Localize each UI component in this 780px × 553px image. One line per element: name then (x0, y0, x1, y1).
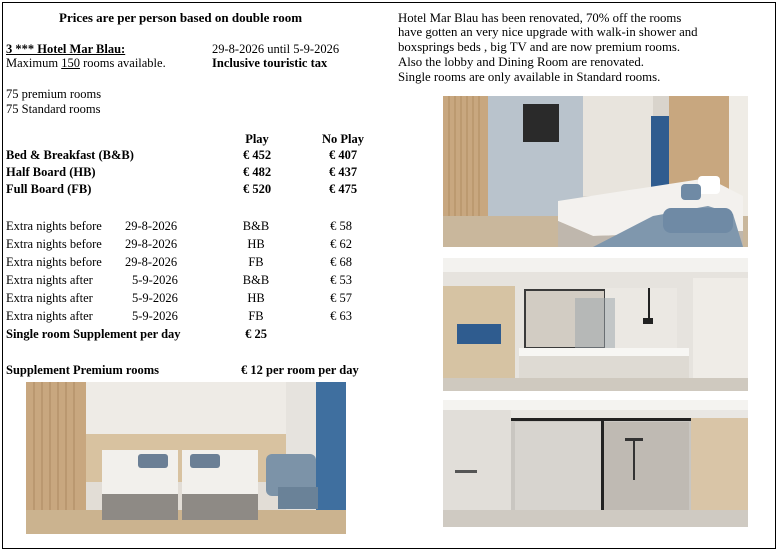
extra-price: € 68 (330, 255, 352, 269)
board-noplay: € 437 (328, 165, 358, 179)
description-line: have gotten an very nice upgrade with walk-in shower and (398, 25, 698, 39)
extra-date: 5-9-2026 (132, 273, 178, 287)
extra-type: B&B (242, 219, 270, 233)
extra-type: HB (247, 291, 265, 305)
board-noplay: € 475 (328, 182, 358, 196)
max-rooms-prefix: Maximum (6, 56, 62, 70)
extra-price: € 62 (330, 237, 352, 251)
extra-date: 5-9-2026 (132, 309, 178, 323)
description-line: Single rooms are only available in Standard rooms. (398, 70, 661, 84)
hotel-name: 3 *** Hotel Mar Blau: (6, 42, 126, 56)
extra-type: B&B (242, 273, 270, 287)
board-noplay: € 407 (328, 148, 358, 162)
board-play: € 482 (242, 165, 272, 179)
standard-count: 75 Standard rooms (6, 102, 101, 116)
extra-label: Extra nights after (6, 273, 93, 287)
col-play: Play (245, 132, 269, 146)
extra-type: FB (248, 309, 264, 323)
extra-date: 29-8-2026 (125, 219, 178, 233)
extra-label: Extra nights before (6, 255, 102, 269)
extra-date: 5-9-2026 (132, 291, 178, 305)
photo-standard-twin-room (26, 382, 346, 534)
single-supplement-price: € 25 (245, 327, 267, 341)
extra-price: € 58 (330, 219, 352, 233)
board-label: Bed & Breakfast (B&B) (6, 148, 134, 162)
page-heading: Prices are per person based on double room (59, 10, 303, 25)
extra-price: € 57 (330, 291, 352, 305)
extra-type: FB (248, 255, 264, 269)
extra-date: 29-8-2026 (125, 255, 178, 269)
single-supplement-label: Single room Supplement per day (6, 327, 181, 341)
max-rooms-number: 150 (61, 56, 80, 70)
photo-walk-in-shower (443, 400, 748, 527)
col-noplay: No Play (321, 132, 364, 146)
hotel-dates: 29-8-2026 until 5-9-2026 (212, 42, 340, 56)
tax-note: Inclusive touristic tax (212, 56, 328, 70)
extra-label: Extra nights after (6, 291, 93, 305)
extra-type: HB (247, 237, 265, 251)
extra-price: € 63 (330, 309, 352, 323)
max-rooms-suffix: rooms available. (79, 56, 166, 70)
extra-label: Extra nights after (6, 309, 93, 323)
description-line: Also the lobby and Dining Room are renovated. (398, 55, 644, 69)
description-line: boxsprings beds , big TV and are now premium rooms. (398, 40, 681, 54)
board-play: € 452 (242, 148, 272, 162)
premium-supplement-label: Supplement Premium rooms (6, 363, 160, 377)
extra-price: € 53 (330, 273, 352, 287)
photo-premium-bedroom (443, 96, 748, 247)
board-label: Half Board (HB) (6, 165, 96, 179)
board-label: Full Board (FB) (6, 182, 92, 196)
max-rooms (6, 56, 166, 70)
premium-count: 75 premium rooms (6, 87, 102, 101)
extra-label: Extra nights before (6, 219, 102, 233)
photo-bathroom-vanity (443, 258, 748, 391)
extra-date: 29-8-2026 (125, 237, 178, 251)
premium-supplement-price: € 12 per room per day (241, 363, 359, 377)
extra-label: Extra nights before (6, 237, 102, 251)
description-line: Hotel Mar Blau has been renovated, 70% off the rooms (398, 11, 682, 25)
board-play: € 520 (242, 182, 272, 196)
